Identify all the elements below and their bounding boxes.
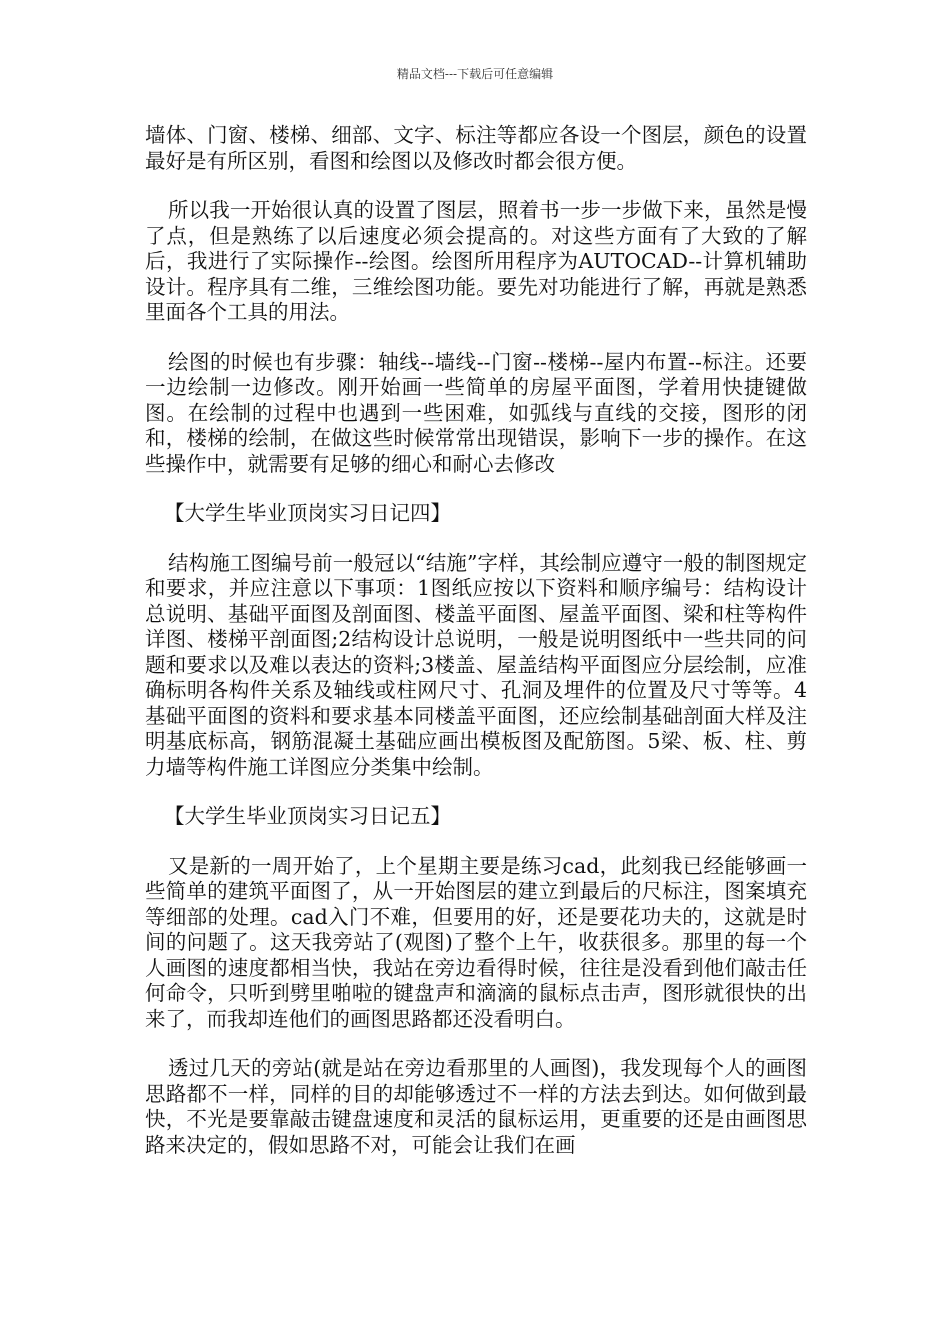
paragraph-structural-drawings: 结构施工图编号前一般冠以“结施”字样，其绘制应遵守一般的制图规定和要求，并应注意以下事项：1图纸应按以下资料和顺序编号：结构设计总说明、基础平面图及剖面图、楼盖平面图、屋盖平面图、梁和柱等构件详图、楼梯平剖面图;2结构设计总说明，一般是说明图纸中一些共同的问题和要求以及难以表达的资料;3楼盖、屋盖结构平面图应分层绘制，应准确标明各构件关系及轴线或柱网尺寸、孔洞及埋件的位置及尺寸等等。4基础平面图的资料和要求基本同楼盖平面图，还应绘制基础剖面大样及注明基底标高，钢筋混凝土基础应画出模板图及配筋图。5梁、板、柱、剪力墙等构件施工详图应分类集中绘制。 — [145, 550, 807, 779]
heading-diary-four: 【大学生毕业顶岗实习日记四】 — [164, 501, 451, 525]
page-header: 精品文档---下载后可任意编辑 — [396, 67, 554, 81]
paragraph-new-week: 又是新的一周开始了，上个星期主要是练习cad，此刻我已经能够画一些简单的建筑平面图了，从一开始图层的建立到最后的尺标注，图案填充等细部的处理。cad入门不难，但要用的好，还是要花功夫的，这就是时间的问题了。这天我旁站了(观图)了整个上午，收获很多。那里的每一个人画图的速度都相当快，我站在旁边看得时候，往往是没看到他们敲击任何命令，只听到劈里啪啦的键盘声和滴滴的鼠标点击声，图形就很快的出来了，而我却连他们的画图思路都还没看明白。 — [145, 853, 807, 1031]
paragraph-wall-layers: 墙体、门窗、楼梯、细部、文字、标注等都应各设一个图层，颜色的设置最好是有所区别，看图和绘图以及修改时都会很方便。 — [145, 123, 807, 173]
paragraph-drawing-steps: 绘图的时候也有步骤：轴线--墙线--门窗--楼梯--屋内布置--标注。还要一边绘制一边修改。刚开始画一些简单的房屋平面图，学着用快捷键做图。在绘制的过程中也遇到一些困难，如弧线与直线的交接，图形的闭和，楼梯的绘制，在做这些时候常常出现错误，影响下一步的操作。在这些操作中，就需要有足够的细心和耐心去修改 — [145, 349, 807, 476]
paragraph-observation: 透过几天的旁站(就是站在旁边看那里的人画图)，我发现每个人的画图思路都不一样，同样的目的却能够透过不一样的方法去到达。如何做到最快，不光是要靠敲击键盘速度和灵活的鼠标运用，更重要的还是由画图思路来决定的，假如思路不对，可能会让我们在画 — [145, 1056, 807, 1157]
document-body — [145, 123, 807, 1182]
paragraph-layer-setup: 所以我一开始很认真的设置了图层，照着书一步一步做下来，虽然是慢了点，但是熟练了以后速度必须会提高的。对这些方面有了大致的了解后，我进行了实际操作--绘图。绘图所用程序为AUTOCAD--计算机辅助设计。程序具有二维，三维绘图功能。要先对功能进行了解，再就是熟悉里面各个工具的用法。 — [145, 198, 807, 324]
heading-diary-five: 【大学生毕业顶岗实习日记五】 — [164, 804, 451, 828]
